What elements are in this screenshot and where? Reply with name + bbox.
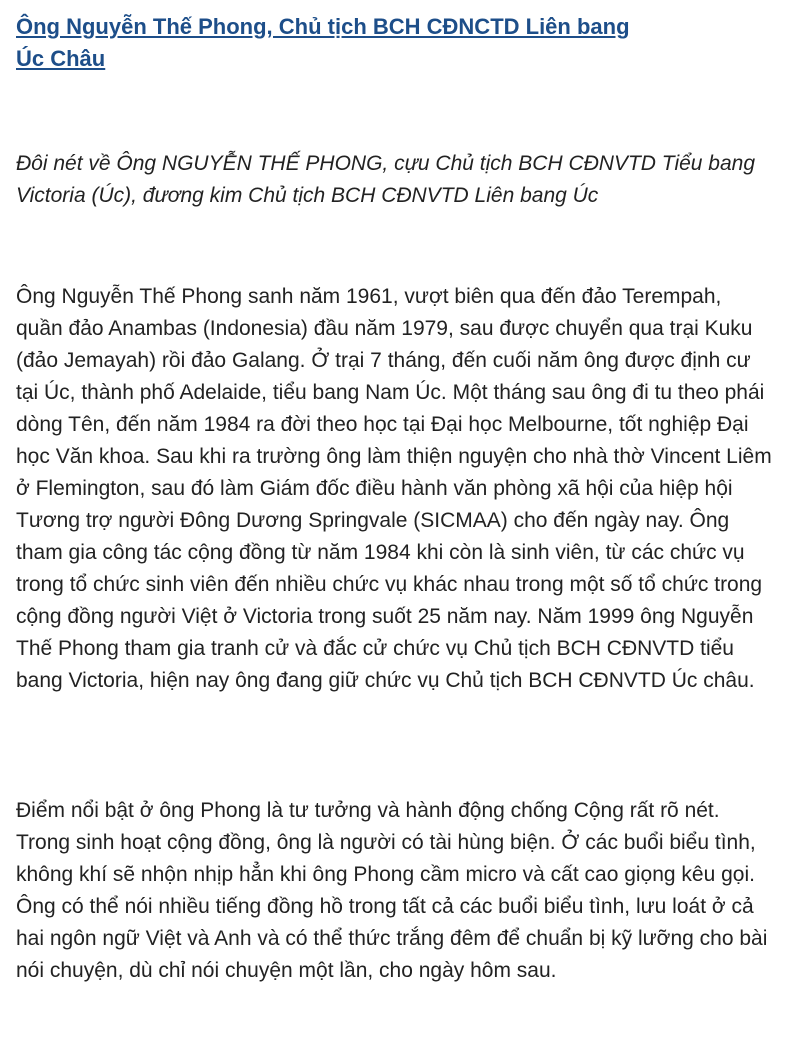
article: [16, 8, 773, 982]
article-subtitle: Đôi nét về Ông NGUYỄN THẾ PHONG, cựu Chủ tịch BCH CĐNVTD Tiểu bang Victoria (Úc), đương kim Chủ tịch BCH CĐNVTD Liên bang Úc: [16, 152, 756, 207]
article-paragraph-1: Ông Nguyễn Thế Phong sanh năm 1961, vượt biên qua đến đảo Terempah, quần đảo Anambas (Indonesia) đầu năm 1979, sau được chuyển qua trại Kuku (đảo Jemayah) rồi đảo Galang. Ở trại 7 tháng, đến cuối năm ông được định cư tại Úc, thành phố Adelaide, tiểu bang Nam Úc. Một tháng sau ông đi tu theo phái dòng Tên, đến năm 1984 ra đời theo học tại Đại học Melbourne, tốt nghiệp Đại học Văn khoa. Sau khi ra trường ông làm thiện nguyện cho nhà thờ Vincent Liêm ở Flemington, sau đó làm Giám đốc điều hành văn phòng xã hội của hiệp hội Tương trợ người Đông Dương Springvale (SICMAA) cho đến ngày nay. Ông tham gia công tác cộng đồng từ năm 1984 khi còn là sinh viên, từ các chức vụ trong tổ chức sinh viên đến nhiều chức vụ khác nhau trong một số tổ chức trong cộng đồng người Việt ở Victoria trong suốt 25 năm nay. Năm 1999 ông Nguyễn Thế Phong tham gia tranh cử và đắc cử chức vụ Chủ tịch BCH CĐNVTD tiểu bang Victoria, hiện nay ông đang giữ chức vụ Chủ tịch BCH CĐNVTD Úc châu.: [16, 285, 772, 692]
article-paragraph-2: Điểm nổi bật ở ông Phong là tư tưởng và hành động chống Cộng rất rõ nét. Trong sinh hoạt cộng đồng, ông là người có tài hùng biện. Ở các buổi biểu tình, không khí sẽ nhộn nhịp hẳn khi ông Phong cầm micro và cất cao giọng kêu gọi. Ông có thể nói nhiều tiếng đồng hồ trong tất cả các buổi biểu tình, lưu loát ở cả hai ngôn ngữ Việt và Anh và có thể thức trắng đêm để chuẩn bị kỹ lưỡng cho bài nói chuyện, dù chỉ nói chuyện một lần, cho ngày hôm sau.: [16, 799, 768, 982]
article-title-link[interactable]: Ông Nguyễn Thế Phong, Chủ tịch BCH CĐNCTD Liên bang Úc Châu: [16, 14, 630, 71]
